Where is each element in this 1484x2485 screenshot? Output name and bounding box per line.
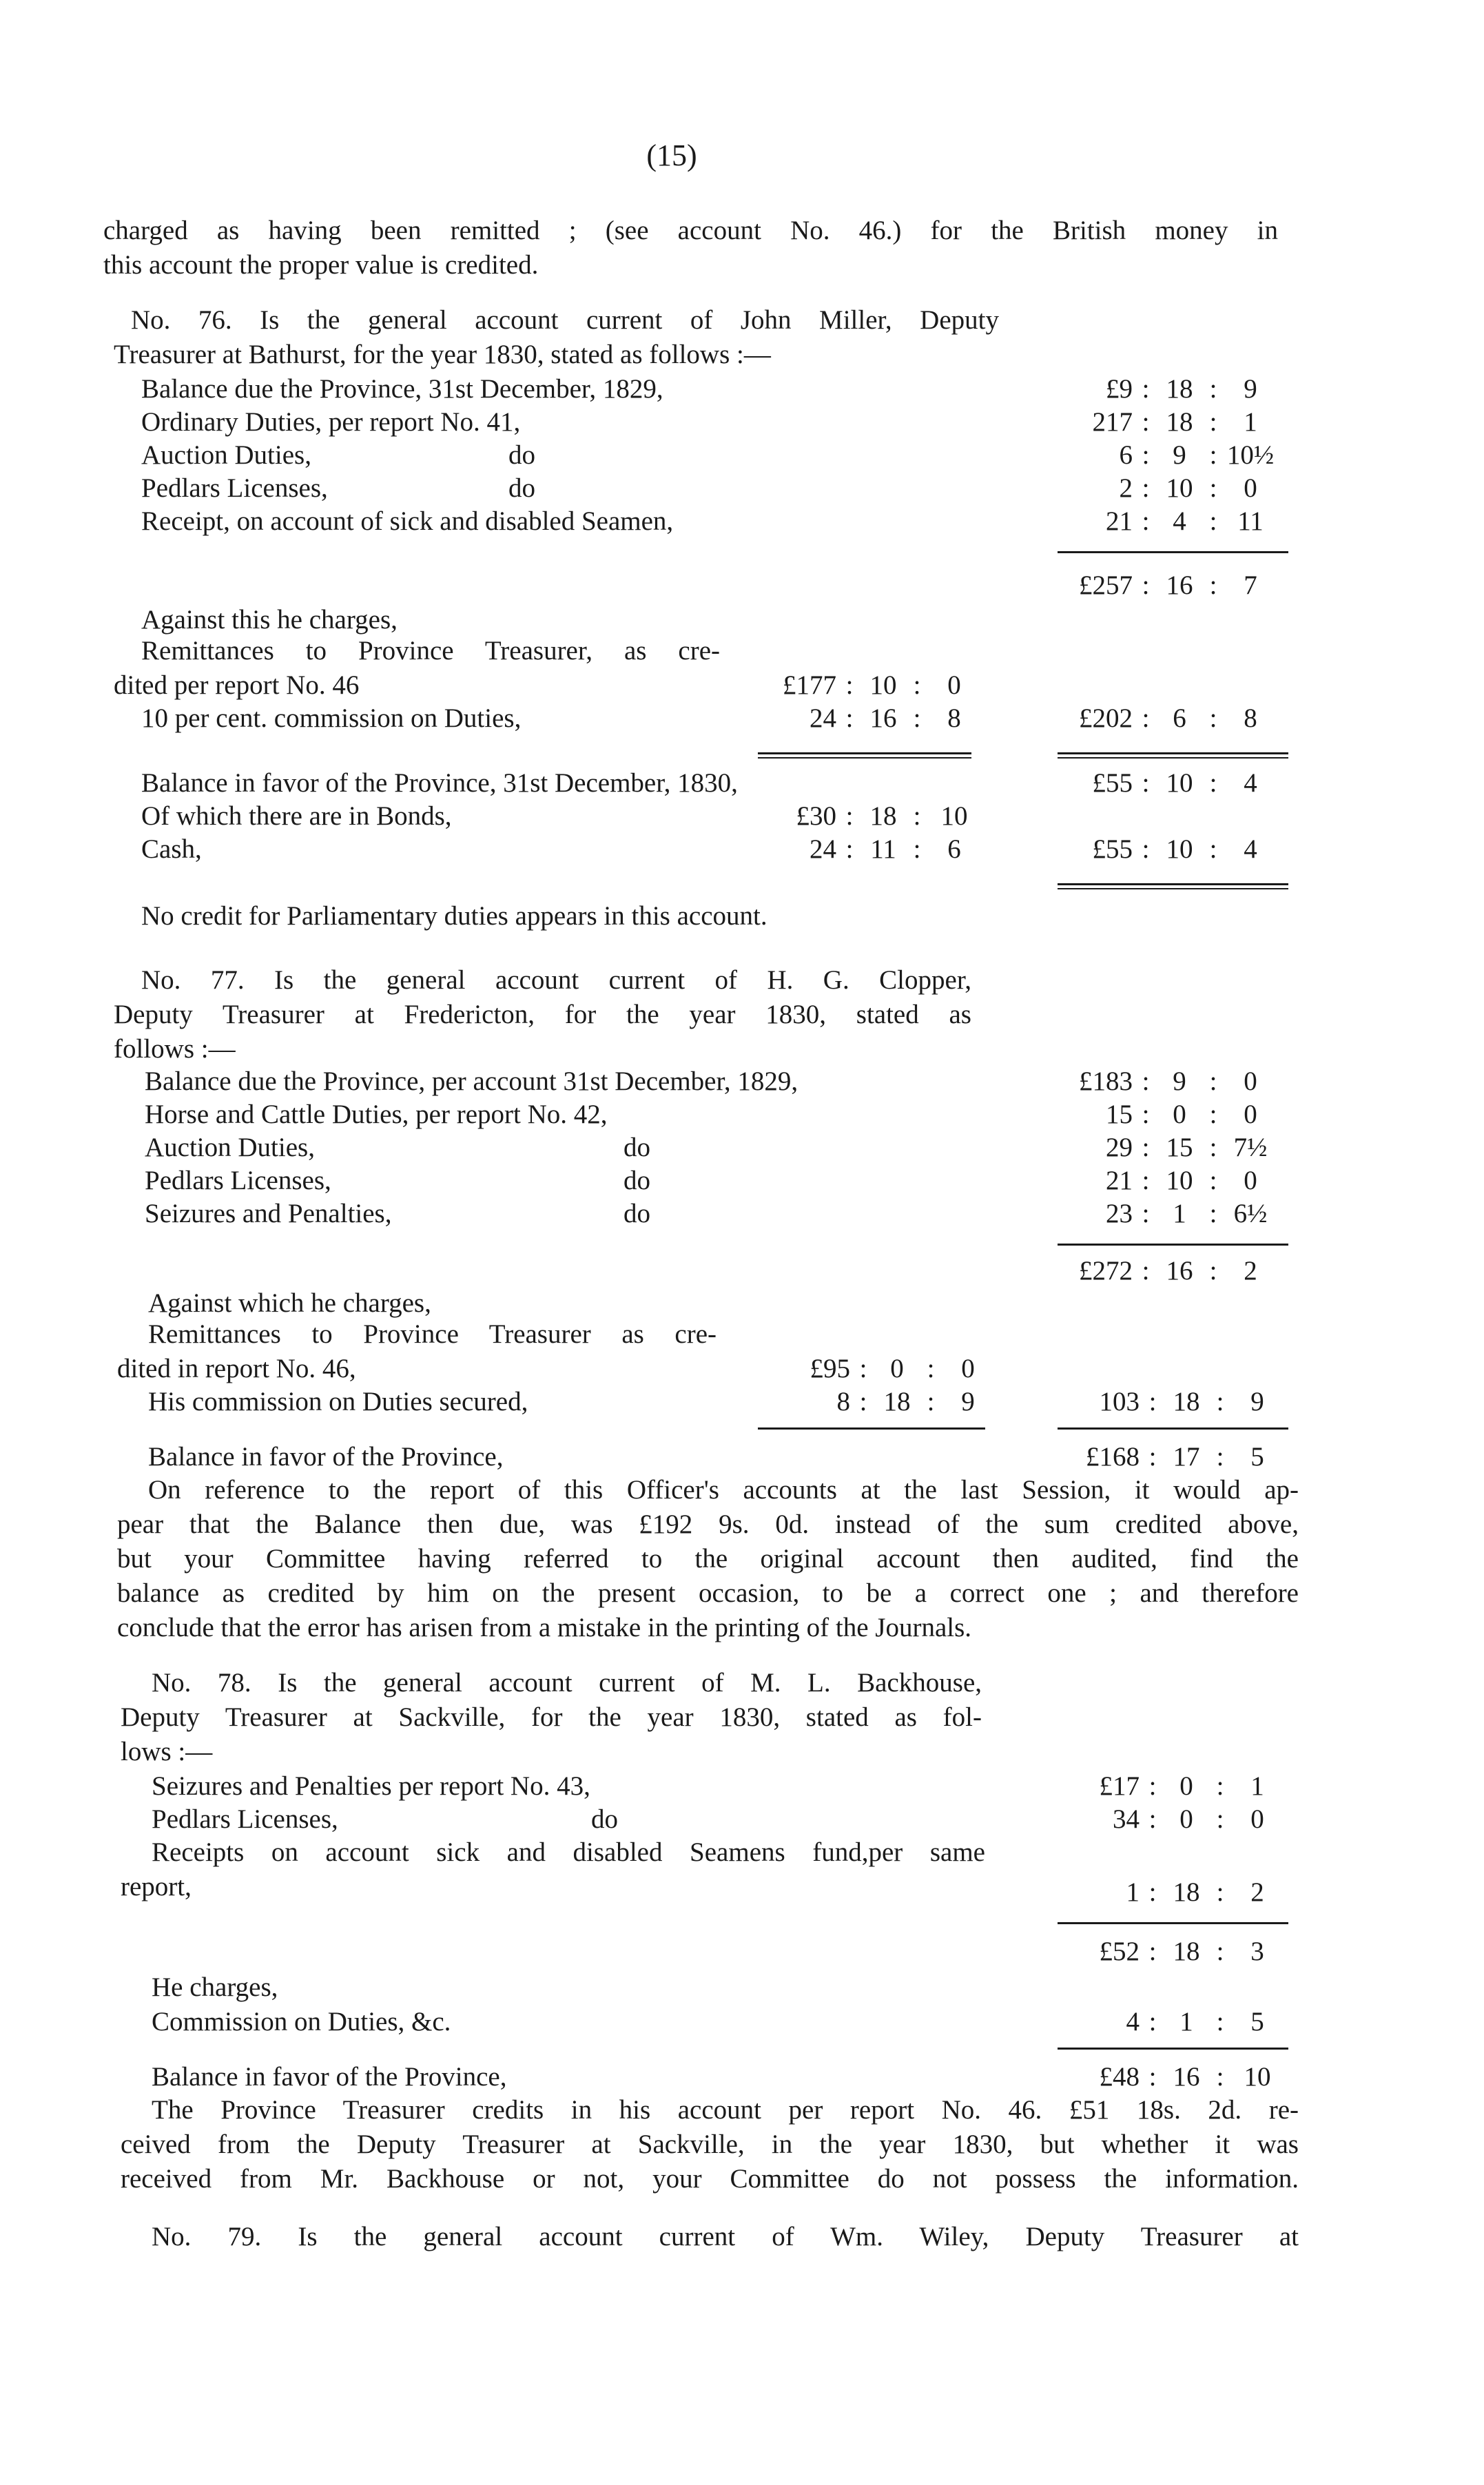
charges-heading: Against which he charges, (148, 1288, 431, 1318)
charge-line-2: dited in report No. 46, (117, 1354, 356, 1383)
no76-note (141, 899, 767, 934)
shillings: 0 (1179, 1804, 1193, 1834)
no78-total (0, 1935, 1484, 1969)
cash-total: £55 : 10 : 4 (999, 832, 1275, 867)
pounds: 23 (1106, 1199, 1133, 1228)
shillings: 10 (1166, 1166, 1193, 1195)
sum-rule (1058, 1922, 1288, 1924)
no78-heading-line-1: No. 78. Is the general account current of M. L. Backhouse, (152, 1668, 982, 1698)
pence: 11 (1237, 506, 1264, 536)
pounds: £202 (1079, 703, 1133, 733)
pounds: 6 (1119, 440, 1133, 470)
no78-balance (0, 2060, 1484, 2094)
shillings: 10 (869, 670, 897, 700)
no76-item-3 (0, 438, 1484, 473)
intro-paragraph (103, 214, 1278, 282)
intro-line-1: charged as having been remitted ; (see account No. 46.) for the British money in (103, 216, 1278, 245)
no77-heading-line-2: Deputy Treasurer at Fredericton, for the year 1830, stated as (114, 1000, 971, 1029)
pence: 2 (1250, 1877, 1264, 1907)
note-line-1: On reference to the report of this Officer's accounts at the last Session, it would ap- (148, 1475, 1299, 1505)
pounds: £183 (1079, 1066, 1133, 1096)
no77-charges-heading (148, 1286, 431, 1321)
no77-charge-1-amount-row (0, 1352, 1484, 1386)
note-line-2: ceived from the Deputy Treasurer at Sackville, in the year 1830, but whether it was (121, 2130, 1299, 2159)
ditto-mark: do (508, 440, 535, 470)
no76-balance (0, 766, 1484, 801)
pounds: £95 (810, 1354, 850, 1383)
no79-text: No. 79. Is the general account current of Wm. Wiley, Deputy Treasurer at (152, 2222, 1299, 2251)
pounds: £257 (1079, 570, 1133, 600)
double-rule (1058, 752, 1288, 759)
no79-line (121, 2220, 1299, 2254)
pounds: £168 (1086, 1442, 1140, 1472)
charge-label: 10 per cent. commission on Duties, (141, 703, 522, 733)
shillings: 1 (1173, 1199, 1186, 1228)
pounds: 24 (810, 834, 836, 864)
note-line-3: received from Mr. Backhouse or not, your Committee do not possess the information. (121, 2164, 1299, 2194)
shillings: 18 (1166, 407, 1193, 437)
balance-amount: £55 : 10 : 4 (999, 766, 1275, 801)
charge-line-1: Remittances to Province Treasurer as cre- (148, 1319, 717, 1349)
item-label: Seizures and Penalties per report No. 43, (152, 1771, 590, 1801)
no78-receipts-amount-row (0, 1875, 1484, 1910)
intro-line-2: this account the proper value is credited. (103, 250, 539, 280)
total-amount: £272 : 16 : 2 (999, 1254, 1275, 1288)
no76-charges-heading (141, 603, 398, 637)
charge-amount: 4 : 1 : 5 (999, 2005, 1281, 2039)
pence: 9 (1244, 374, 1257, 404)
pounds: 15 (1106, 1100, 1133, 1129)
no77-charge-2 (0, 1385, 1484, 1419)
pounds: £272 (1079, 1256, 1133, 1286)
balance-amount: £168 : 17 : 5 (999, 1440, 1281, 1474)
item-amount: 21 : 4 : 11 (999, 504, 1275, 539)
bonds-amount: £30 : 18 : 10 (689, 799, 978, 834)
pounds: £17 (1099, 1771, 1140, 1801)
item-amount: 2 : 10 : 0 (999, 471, 1275, 506)
item-label: Auction Duties, (141, 440, 311, 470)
note-text: No credit for Parliamentary duties appears in this account. (141, 901, 767, 931)
no77-balance (0, 1440, 1484, 1474)
no78-heading (121, 1666, 982, 1769)
pence: 7 (1244, 570, 1257, 600)
charge-line-1: Remittances to Province Treasurer, as cre- (141, 636, 720, 666)
charge-amount: £177 : 10 : 0 (689, 668, 978, 703)
no76-heading (114, 303, 999, 372)
charges-total: 103 : 18 : 9 (999, 1385, 1281, 1419)
double-rule (758, 752, 971, 759)
no78-item-2 (0, 1802, 1484, 1837)
pence: 4 (1244, 768, 1257, 798)
no78-heading-line-2: Deputy Treasurer at Sackville, for the year 1830, stated as fol- (121, 1702, 982, 1732)
shillings: 9 (1173, 1066, 1186, 1096)
shillings: 11 (870, 834, 896, 864)
no78-item-1 (0, 1769, 1484, 1804)
pounds: 29 (1106, 1133, 1133, 1162)
no76-item-1 (0, 372, 1484, 406)
shillings: 10 (1166, 834, 1193, 864)
bonds-label: Of which there are in Bonds, (141, 801, 452, 831)
note-line-4: balance as credited by him on the present occasion, to be a correct one ; and therefore (117, 1578, 1299, 1608)
shillings: 4 (1173, 506, 1186, 536)
cash-amount: 24 : 11 : 6 (689, 832, 978, 867)
pounds: £55 (1092, 834, 1133, 864)
pounds: 2 (1119, 473, 1133, 503)
item-label: Pedlars Licenses, (145, 1166, 331, 1195)
pence: 0 (1250, 1804, 1264, 1834)
balance-label: Balance in favor of the Province, (148, 1442, 504, 1472)
no76-bonds (0, 799, 1484, 834)
pounds: 24 (810, 703, 836, 733)
shillings: 6 (1173, 703, 1186, 733)
pence: 0 (1244, 1066, 1257, 1096)
shillings: 18 (1173, 1387, 1200, 1416)
no76-item-2 (0, 405, 1484, 440)
shillings: 10 (1166, 473, 1193, 503)
note-line-3: but your Committee having referred to the original account then audited, find the (117, 1544, 1299, 1574)
pence: 6 (947, 834, 961, 864)
no77-heading-line-3: follows :— (114, 1034, 236, 1064)
item-label: Pedlars Licenses, (152, 1804, 338, 1834)
shillings: 16 (1173, 2062, 1200, 2092)
balance-amount: £48 : 16 : 10 (999, 2060, 1281, 2094)
pounds: £30 (796, 801, 836, 831)
charge-line-2: dited per report No. 46 (114, 670, 360, 700)
no76-item-4 (0, 471, 1484, 506)
item-amount: £9 : 18 : 9 (999, 372, 1275, 406)
balance-label: Balance in favor of the Province, (152, 2062, 507, 2092)
pounds: £9 (1106, 374, 1133, 404)
pence: 10 (1244, 2062, 1271, 2092)
shillings: 10 (1166, 768, 1193, 798)
pounds: 103 (1099, 1387, 1140, 1416)
item-label: Seizures and Penalties, (145, 1199, 392, 1228)
no77-heading (114, 963, 971, 1066)
pence: 10 (940, 801, 968, 831)
pounds: 21 (1106, 506, 1133, 536)
pence: 10½ (1226, 440, 1275, 470)
note-line-1: The Province Treasurer credits in his account per report No. 46. £51 18s. 2d. re- (152, 2095, 1299, 2125)
shillings: 18 (883, 1387, 911, 1416)
pounds: 1 (1126, 1877, 1140, 1907)
pence: 0 (1244, 473, 1257, 503)
sum-rule (1058, 551, 1288, 553)
pounds: £177 (783, 670, 836, 700)
pence: 9 (1250, 1387, 1264, 1416)
sum-rule (1058, 1244, 1288, 1246)
pounds: £52 (1099, 1937, 1140, 1966)
page-number: (15) (646, 138, 697, 172)
charges-total: £202 : 6 : 8 (999, 701, 1275, 736)
pence: 9 (961, 1387, 975, 1416)
no77-item-5 (0, 1197, 1484, 1231)
shillings: 0 (890, 1354, 904, 1383)
item-amount: 6 : 9 : 10½ (999, 438, 1275, 473)
pence: 3 (1250, 1937, 1264, 1966)
receipts-line-1: Receipts on account sick and disabled Seamens fund,per same (152, 1837, 985, 1867)
pounds: 217 (1092, 407, 1133, 437)
no76-heading-line-2: Treasurer at Bathurst, for the year 1830, stated as follows :— (114, 340, 771, 369)
receipts-amount: 1 : 18 : 2 (999, 1875, 1281, 1910)
shillings: 0 (1179, 1771, 1193, 1801)
pence: 2 (1244, 1256, 1257, 1286)
shillings: 15 (1166, 1133, 1193, 1162)
pence: 7½ (1233, 1133, 1268, 1162)
charge-amount: 8 : 18 : 9 (689, 1385, 992, 1419)
pence: 8 (1244, 703, 1257, 733)
item-amount: 217 : 18 : 1 (999, 405, 1275, 440)
pounds: £55 (1092, 768, 1133, 798)
total-amount: £257 : 16 : 7 (999, 568, 1275, 603)
shillings: 9 (1173, 440, 1186, 470)
charges-heading: He charges, (152, 1972, 278, 2002)
no76-heading-line-1: No. 76. Is the general account current of John Miller, Deputy (131, 305, 999, 335)
item-amount: 34 : 0 : 0 (999, 1802, 1281, 1837)
cash-label: Cash, (141, 834, 202, 864)
item-label: Horse and Cattle Duties, per report No. 42, (145, 1100, 608, 1129)
item-label: Ordinary Duties, per report No. 41, (141, 407, 521, 437)
shillings: 0 (1173, 1100, 1186, 1129)
no77-item-1 (0, 1064, 1484, 1099)
item-amount: 15 : 0 : 0 (999, 1097, 1275, 1132)
ditto-mark: do (508, 473, 535, 503)
sum-rule (1058, 2048, 1288, 2050)
item-amount: £183 : 9 : 0 (999, 1064, 1275, 1099)
pounds: 34 (1113, 1804, 1140, 1834)
no77-item-4 (0, 1164, 1484, 1198)
item-label: Pedlars Licenses, (141, 473, 328, 503)
ditto-mark: do (624, 1166, 650, 1195)
item-amount: 29 : 15 : 7½ (999, 1131, 1275, 1165)
no77-item-3 (0, 1131, 1484, 1165)
balance-label: Balance in favor of the Province, 31st December, 1830, (141, 768, 738, 798)
pence: 6½ (1233, 1199, 1268, 1228)
item-amount: £17 : 0 : 1 (999, 1769, 1281, 1804)
pounds: 21 (1106, 1166, 1133, 1195)
no78-heading-line-3: lows :— (121, 1737, 213, 1766)
pence: 5 (1250, 2007, 1264, 2037)
charges-heading: Against this he charges, (141, 605, 398, 635)
pounds: 4 (1126, 2007, 1140, 2037)
pounds: 8 (836, 1387, 850, 1416)
shillings: 18 (869, 801, 897, 831)
shillings: 18 (1166, 374, 1193, 404)
no78-charge (0, 2005, 1484, 2039)
no77-heading-line-1: No. 77. Is the general account current of H. G. Clopper, (141, 965, 971, 995)
double-rule (1058, 883, 1288, 889)
item-amount: 23 : 1 : 6½ (999, 1197, 1275, 1231)
no76-charge-2 (0, 701, 1484, 736)
item-label: Receipt, on account of sick and disabled Seamen, (141, 506, 674, 536)
shillings: 18 (1173, 1937, 1200, 1966)
no76-cash (0, 832, 1484, 867)
ditto-mark: do (591, 1804, 618, 1834)
no76-charge-1-amount-row (0, 668, 1484, 703)
no78-note (121, 2093, 1299, 2196)
note-line-5: conclude that the error has arisen from a mistake in the printing of the Journals. (117, 1613, 972, 1642)
pence: 8 (947, 703, 961, 733)
pence: 1 (1250, 1771, 1264, 1801)
pounds: £48 (1099, 2062, 1140, 2092)
charge-amount: £95 : 0 : 0 (689, 1352, 992, 1386)
item-label: Auction Duties, (145, 1133, 315, 1162)
no77-note (117, 1473, 1299, 1645)
pence: 4 (1244, 834, 1257, 864)
shillings: 16 (1166, 570, 1193, 600)
item-label: Balance due the Province, 31st December, 1829, (141, 374, 663, 404)
pence: 0 (961, 1354, 975, 1383)
no78-charges-heading (152, 1970, 278, 2005)
item-label: Balance due the Province, per account 31st December, 1829, (145, 1066, 798, 1096)
note-line-2: pear that the Balance then due, was £192 9s. 0d. instead of the sum credited above, (117, 1509, 1299, 1539)
item-amount: 21 : 10 : 0 (999, 1164, 1275, 1198)
no76-total (0, 568, 1484, 603)
pence: 0 (947, 670, 961, 700)
pence: 5 (1250, 1442, 1264, 1472)
no77-item-2 (0, 1097, 1484, 1132)
sum-rule (1058, 1427, 1288, 1430)
shillings: 16 (1166, 1256, 1193, 1286)
no77-total (0, 1254, 1484, 1288)
charge-label: His commission on Duties secured, (148, 1387, 528, 1416)
shillings: 16 (869, 703, 897, 733)
shillings: 18 (1173, 1877, 1200, 1907)
pence: 0 (1244, 1100, 1257, 1129)
charge-amount: 24 : 16 : 8 (689, 701, 978, 736)
pence: 0 (1244, 1166, 1257, 1195)
charge-label: Commission on Duties, &c. (152, 2007, 451, 2037)
sum-rule (758, 1427, 985, 1430)
shillings: 17 (1173, 1442, 1200, 1472)
no76-item-5 (0, 504, 1484, 539)
ditto-mark: do (624, 1199, 650, 1228)
pence: 1 (1244, 407, 1257, 437)
receipts-line-2: report, (121, 1872, 192, 1901)
total-amount: £52 : 18 : 3 (999, 1935, 1281, 1969)
ditto-mark: do (624, 1133, 650, 1162)
shillings: 1 (1179, 2007, 1193, 2037)
